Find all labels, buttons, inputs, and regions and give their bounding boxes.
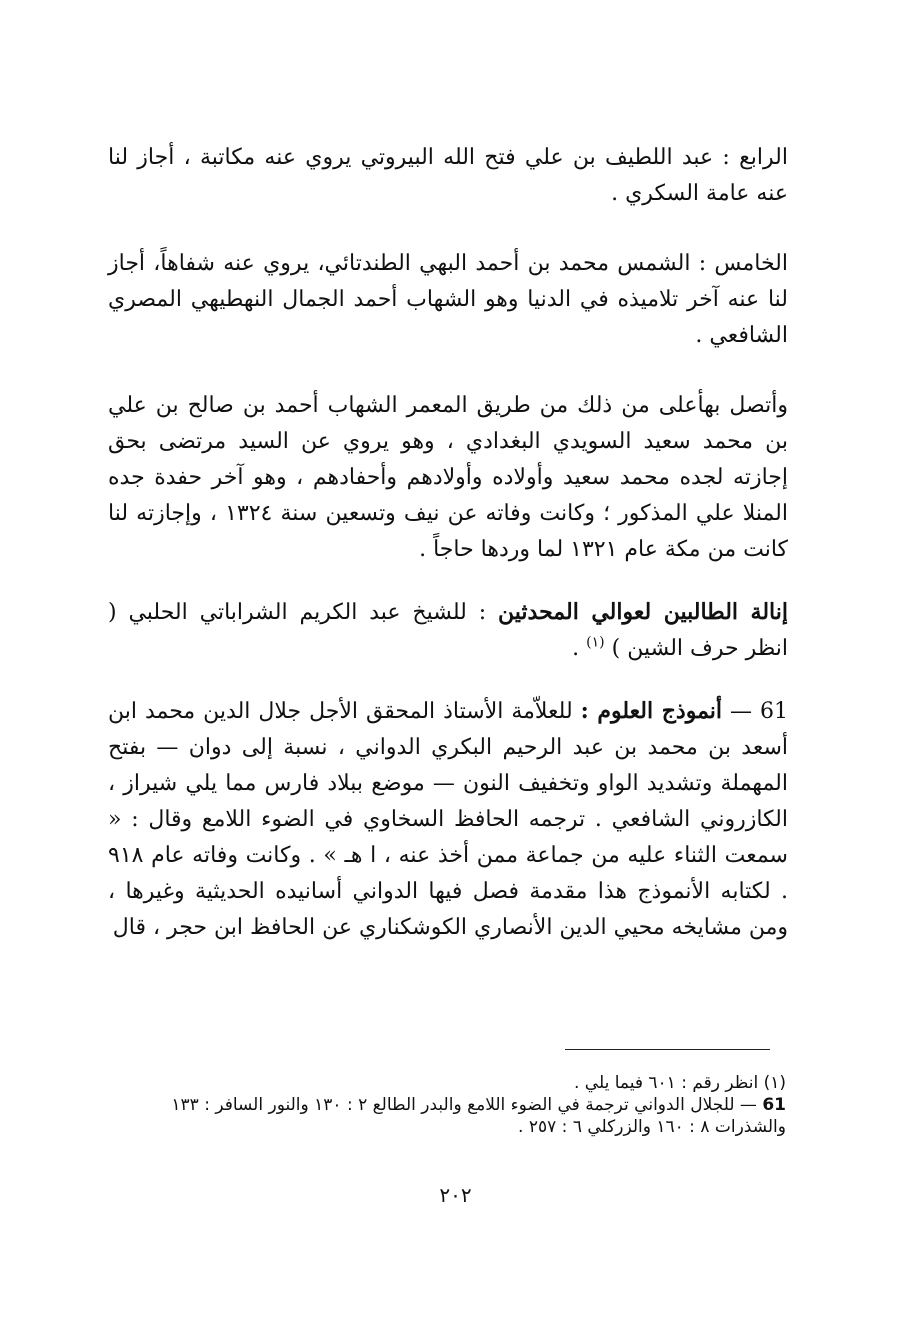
paragraph-higher-chain: وأتصل بهأعلى من ذلك من طريق المعمر الشهاب أحمد بن صالح بن علي بن محمد سعيد السويدي البغدادي ، وهو يروي عن السيد مرتضى بحق إجازته لجده محمد سعيد وأولاده وأولادهم وأحفادهم ، وهو آخر حفدة جده المنلا علي المذكور ؛ وكانت وفاته عن نيف وتسعين سنة ١٣٢٤ ، وإجازته لنا كانت من مكة عام ١٣٢١ لما وردها حاجاً .	[108, 393, 788, 562]
book-title-unmudhaj: أنموذج العلوم :	[580, 698, 723, 724]
footnote-1: (١) انظر رقم : ٦٠١ فيما يلي .	[573, 1073, 786, 1093]
page-body	[108, 140, 788, 980]
footnote-entry-number: 61	[762, 1095, 786, 1115]
entry-dash: —	[722, 699, 760, 724]
unmudhaj-description: للعلاّمة الأستاذ المحقق الأجل جلال الدين محمد ابن أسعد بن محمد بن عبد الرحيم البكري الدواني ، نسبة إلى دوان — بفتح المهملة وتشديد الواو وتخفيف النون — موضع ببلاد فارس مما يلي شيراز ، الكازروني الشافعي . ترجمه الحافظ السخاوي في الضوء اللامع وقال : « سمعت الثناء عليه من جماعة ممن أخذ عنه ، ا هـ » . وكانت وفاته عام ٩١٨ . لكتابه الأنموذج هذا مقدمة فصل فيها الدواني أسانيده الحديثية وغيرها ، ومن مشايخه محيي الدين الأنصاري الكوشكناري عن الحافظ ابن حجر ، قال	[108, 699, 788, 940]
paragraph-fourth-shaykh: الرابع : عبد اللطيف بن علي فتح الله البيروتي يروي عنه مكاتبة ، أجاز لنا عنه عامة السكري .	[108, 145, 788, 206]
footnote-reference: (١)	[586, 634, 605, 651]
footnote-61	[110, 1094, 786, 1138]
book-title-inalat: إنالة الطالبين لعوالي المحدثين	[498, 599, 788, 625]
page-number: ٢٠٢	[439, 1183, 472, 1207]
inalat-description: : للشيخ عبد الكريم الشراباتي الحلبي ( انظر حرف الشين )	[108, 600, 788, 661]
footnote-divider	[565, 1049, 770, 1050]
inalat-end: .	[572, 636, 587, 661]
paragraph-fifth-shaykh: الخامس : الشمس محمد بن أحمد البهي الطندتائي، يروي عنه شفاهاً، أجاز لنا عنه آخر تلاميذه في الدنيا وهو الشهاب أحمد الجمال النهطيهي المصري الشافعي .	[108, 251, 788, 348]
footnotes	[110, 1072, 786, 1138]
entry-number: 61	[760, 699, 788, 724]
paragraph-inalat-al-talibin	[108, 594, 788, 667]
footnote-61-text: — للجلال الدواني ترجمة في الضوء اللامع والبدر الطالع ٢ : ١٣٠ والنور السافر : ١٣٣ والشذرات ٨ : ١٦٠ والزركلي ٦ : ٢٥٧ .	[171, 1095, 786, 1137]
paragraph-unmudhaj-al-ulum	[108, 693, 788, 946]
